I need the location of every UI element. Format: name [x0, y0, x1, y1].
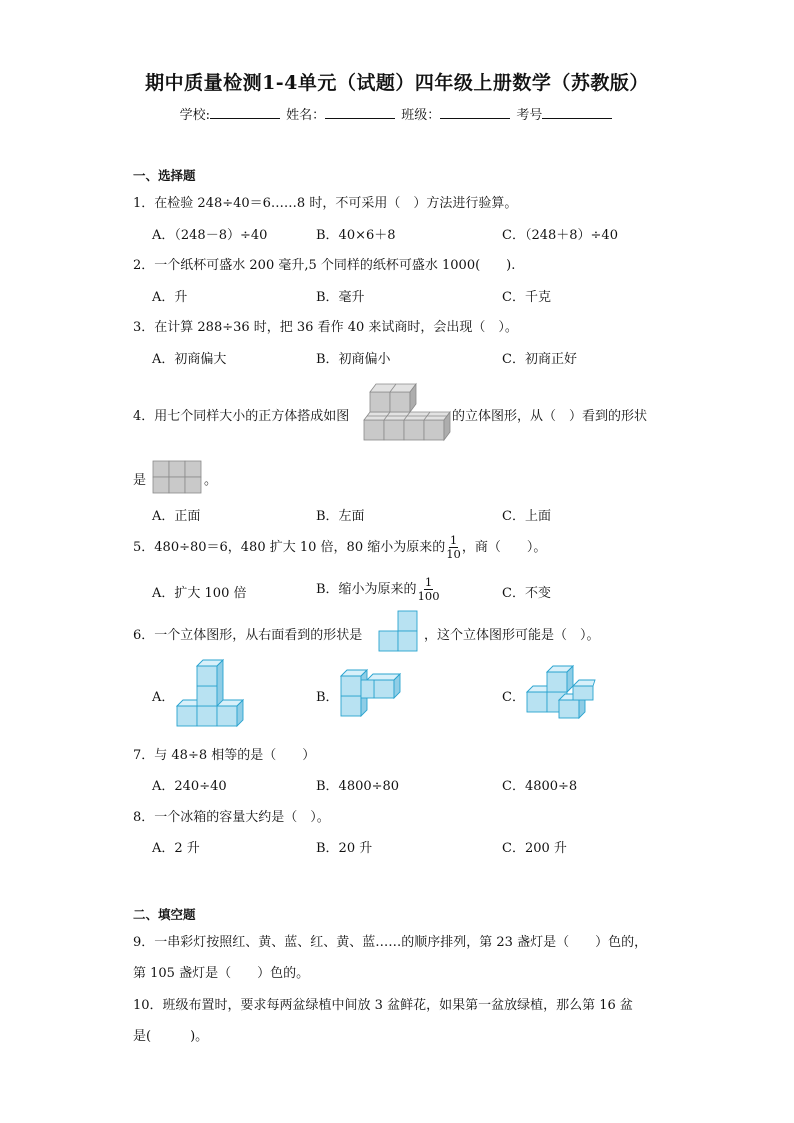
q8-option-a[interactable]: A．2 升 — [152, 841, 200, 856]
question-3: 3．在计算 288÷36 时，把 36 看作 40 来试商时，会出现（ ）。 — [133, 320, 518, 335]
question-1: 1．在检验 248÷40＝6……8 时，不可采用（ ）方法进行验算。 — [133, 196, 518, 211]
q5-text-before: 5．480÷80＝6，480 扩大 10 倍，80 缩小为原来的 — [133, 540, 446, 555]
q6-option-c[interactable]: C． — [502, 690, 525, 705]
q1-option-a[interactable]: A．（248－8）÷40 — [152, 228, 268, 243]
question-5 — [133, 534, 546, 561]
q4-option-c[interactable]: C．上面 — [502, 509, 551, 524]
q5-option-b-fraction — [418, 576, 440, 603]
q5-option-b-numerator: 1 — [424, 575, 433, 589]
page-title: 期中质量检测1-4单元（试题）四年级上册数学（苏教版） — [145, 72, 649, 94]
q6-option-a[interactable]: A． — [152, 690, 175, 705]
q5-text-after: ，商（ ）。 — [461, 540, 547, 555]
q5-option-b-text: B．缩小为原来的 — [316, 582, 417, 597]
q4-option-b[interactable]: B．左面 — [316, 509, 365, 524]
q6-option-c-cubes[interactable] — [526, 664, 596, 722]
section-heading-fill: 二、填空题 — [133, 907, 196, 922]
q8-option-c[interactable]: C．200 升 — [502, 841, 567, 856]
question-8: 8．一个冰箱的容量大约是（ ）。 — [133, 810, 330, 825]
question-9-line2: 第 105 盏灯是（ ）色的。 — [133, 966, 310, 981]
q6-text-before: 6．一个立体图形，从右面看到的形状是 — [133, 628, 363, 643]
school-blank[interactable] — [210, 106, 280, 119]
name-label: 姓名： — [286, 108, 326, 123]
q3-option-a[interactable]: A．初商偏大 — [152, 352, 227, 367]
class-label: 班级： — [401, 108, 441, 123]
question-10-line2: 是( )。 — [133, 1029, 209, 1044]
q6-option-b[interactable]: B． — [316, 690, 339, 705]
section-heading-choice: 一、选择题 — [133, 168, 196, 183]
q6-text-after: ，这个立体图形可能是（ ）。 — [424, 628, 600, 643]
id-label: 考号 — [516, 108, 543, 123]
q8-option-b[interactable]: B．20 升 — [316, 841, 373, 856]
q4-text-before: 4．用七个同样大小的正方体搭成如图 — [133, 409, 350, 424]
q6-option-a-cubes[interactable] — [176, 660, 246, 730]
q6-right-view-figure — [378, 610, 418, 652]
q6-option-b-cubes[interactable] — [340, 666, 406, 718]
q4-text-after: 的立体图形，从（ ）看到的形状 — [452, 409, 648, 424]
q4-option-a[interactable]: A．正面 — [152, 509, 201, 524]
q5-option-b[interactable] — [316, 576, 441, 603]
class-blank[interactable] — [440, 106, 510, 119]
q7-option-a[interactable]: A．240÷40 — [152, 779, 227, 794]
q2-option-b[interactable]: B．毫升 — [316, 290, 365, 305]
q5-fraction-numerator: 1 — [449, 533, 458, 547]
q5-fraction-denominator: 10 — [446, 547, 461, 561]
q5-option-a[interactable]: A．扩大 100 倍 — [152, 586, 247, 601]
q5-option-b-denominator: 100 — [417, 589, 440, 603]
question-2: 2．一个纸杯可盛水 200 毫升,5 个同样的纸杯可盛水 1000( ). — [133, 258, 516, 273]
q5-option-c[interactable]: C．不变 — [502, 586, 551, 601]
q7-option-b[interactable]: B．4800÷80 — [316, 779, 400, 794]
q5-fraction — [446, 534, 461, 561]
q4-stacked-cubes-figure — [362, 380, 450, 442]
q1-option-c[interactable]: C．（248＋8）÷40 — [502, 228, 618, 243]
question-9-line1: 9．一串彩灯按照红、黄、蓝、红、黄、蓝……的顺序排列，第 23 盏灯是（ ）色的， — [133, 935, 648, 950]
q3-option-c[interactable]: C．初商正好 — [502, 352, 577, 367]
q4-line2-before: 是 — [133, 473, 147, 488]
question-4-line1 — [133, 405, 349, 424]
q2-option-a[interactable]: A．升 — [152, 290, 188, 305]
question-10-line1: 10．班级布置时，要求每两盆绿植中间放 3 盆鲜花，如果第一盆放绿植，那么第 16 盆 — [133, 998, 633, 1013]
q4-view-shape-figure — [152, 460, 202, 494]
question-7: 7．与 48÷8 相等的是（ ） — [133, 748, 316, 763]
student-info-row — [0, 104, 794, 123]
q4-line2-after: 。 — [204, 473, 218, 488]
school-label: 学校: — [179, 108, 210, 123]
q1-option-b[interactable]: B．40×6＋8 — [316, 228, 396, 243]
q3-option-b[interactable]: B．初商偏小 — [316, 352, 391, 367]
q7-option-c[interactable]: C．4800÷8 — [502, 779, 578, 794]
q2-option-c[interactable]: C．千克 — [502, 290, 551, 305]
name-blank[interactable] — [325, 106, 395, 119]
id-blank[interactable] — [542, 106, 612, 119]
